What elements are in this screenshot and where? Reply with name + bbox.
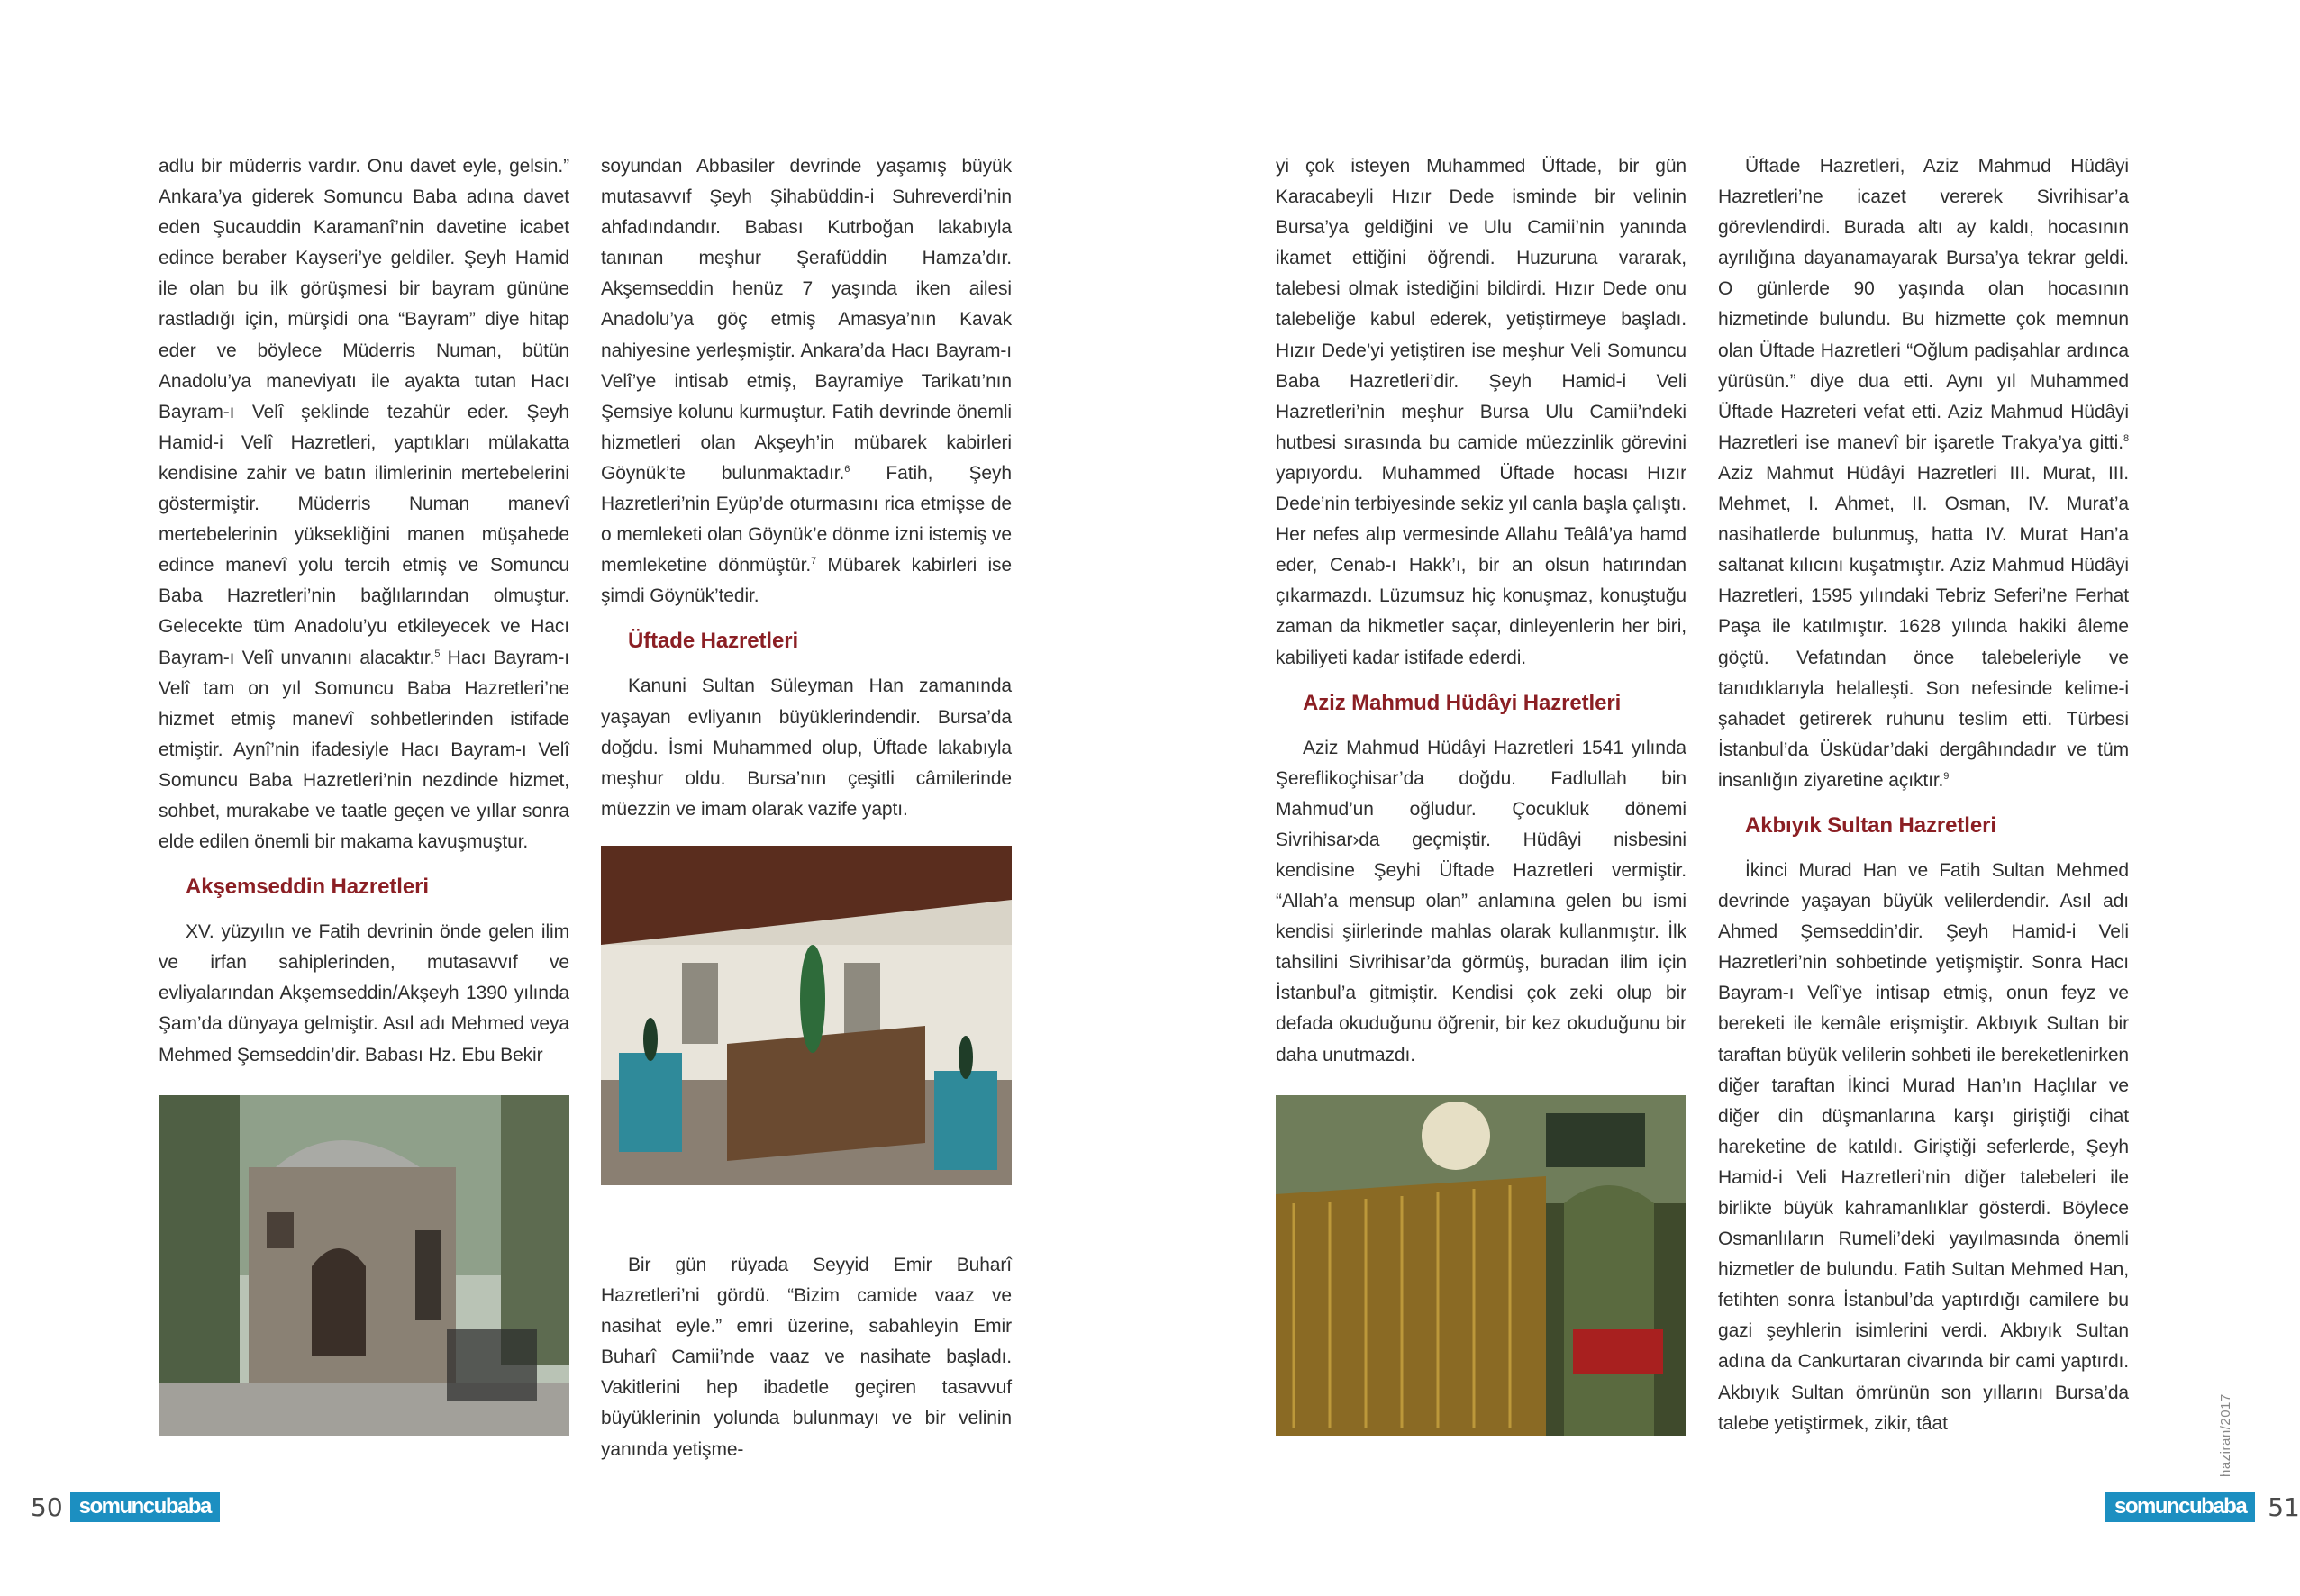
page-number: 51 [2268,1492,2300,1522]
right-column-1 [1276,151,1686,1071]
left-column-2 [601,151,1012,825]
paragraph: İkinci Murad Han ve Fatih Sultan Mehmed devrinde yaşayan büyük velilerdendir. Asıl adı Ahmed Şemseddin’dir. Şeyh Hamid-i Veli Hazretleri’nin sohbetinde yetişmiştir. Sonra Hacı Bayram-ı Velî’ye intisap etmiş, onun feyz ve bereketi ile kemâle erişmiştir. Akbıyık Sultan bir taraftan büyük velilerin sohbeti ile bereketlenirken diğer taraftan İkinci Murad Han’ın Haçlılar ve diğer din düşmanlarına karşı giriştiği cihat hareketine de katıldı. Giriştiği seferlerde, Şeyh Hamid-i Veli Hazretleri’nin diğer talebeleri ile birlikte büyük kahramanlıklar gösterdi. Böylece Osmanlıların Rumeli’deki yayılmasında önemli hizmetler de bulundu. Fatih Sultan Mehmed Han, fetihten sonra İstanbul’da yaptırdığı camilere bu gazi şeyhlerin isimlerini verdi. Akbıyık Sultan adına da Cankurtaran civarında bir cami yaptırdı. Akbıyık Sultan ömrünün son yıllarını Bursa’da talebe yetiştirmek, zikir, tâat [1718,859,2129,1434]
paragraph: soyundan Abbasiler devrinde yaşamış büyük mutasavvıf Şeyh Şihabüddin-i Suhreverdi’nin ahfadındandır. Babası Kutrboğan lakabıyla tanınan meşhur Şerafüddin Hamza’dır. Akşemseddin henüz 7 yaşında iken ailesi Anadolu’ya göç etmiş Amasya’nın Kavak nahiyesine yerleşmiştir. Ankara’da Hacı Bayram-ı Velî’ye intisab etmiş, Bayramiye Tarikatı’nın Şemsiye kolunu kurmuştur. Fatih devrinde önemli hizmetleri olan Akşeyh’in mübarek kabirleri Göynük’te bulunmaktadır.$^6$ Fatih, Şeyh Hazretleri’nin Eyüp’de oturmasını rica etmişse de o memleketi olan Göynük’e dönme izni istemiş ve memleketine dönmüştür.$^7$ Mübarek kabirleri ise şimdi Göynük’tedir. [601,156,1013,607]
paragraph: Bir gün rüyada Seyyid Emir Buharî Hazretleri’ni gördü. “Bizim camide vaaz ve nasihat eyle.” emri üzerine, sabahleyin Emir Buharî Camii’nde vaaz ve nasihate başladı. Vakitlerini hep ibadetle geçiren tasavvuf büyüklerinin yolunda bulunmayı ve bir velinin yanında yetişme- [601,1255,1012,1460]
section-heading-uftade: Üftade Hazretleri [628,629,799,654]
left-column-2-continued [601,1250,1012,1465]
tomb-interior-photo [601,846,1012,1185]
paragraph: Kanuni Sultan Süleyman Han zamanında yaşayan evliyanın büyüklerindendir. Bursa’da doğdu. İsmi Muhammed olup, Üftade lakabıyla meşhur oldu. Bursa’nın çeşitli câmilerinde müezzin ve imam olarak vazife yaptı. [601,676,1012,820]
left-page-footer [31,1492,220,1522]
section-heading-akbiyik: Akbıyık Sultan Hazretleri [1745,812,1996,838]
magazine-logo: somuncubaba [70,1492,220,1522]
section-heading-aksemseddin: Akşemseddin Hazretleri [186,875,429,900]
right-page-footer [2105,1492,2300,1522]
magazine-logo: somuncubaba [2105,1492,2255,1522]
issue-date: haziran/2017 [2218,1393,2233,1477]
paragraph: Aziz Mahmud Hüdâyi Hazretleri 1541 yılında Şereflikoçhisar’da doğdu. Fadlullah bin Mahmud’un oğludur. Çocukluk dönemi Sivrihisar›da geçmiştir. Hüdâyi nisbesini kendisine Şeyhi Üftade Hazretleri vermiştir. “Allah’a mensup olan” anlamına gelen bu ismi kendisi şiirlerinde mahlas olarak kullanmıştır. İlk tahsilini Sivrihisar’da görmüş, buradan ilim için İstanbul’a gitmiştir. Kendisi çok zeki olup bir defada okuduğunu öğrenir, bir kez okuduğunu bir daha unutmazdı. [1276,737,1686,1066]
left-column-1 [159,151,569,1071]
page-number: 50 [31,1492,63,1522]
paragraph: XV. yüzyılın ve Fatih devrinin önde gelen ilim ve irfan sahiplerinden, mutasavvıf ve evliyalarından Akşemseddin/Akşeyh 1390 yılında Şam’da dünyaya gelmiştir. Asıl adı Mehmed veya Mehmed Şemseddin’dir. Babası Hz. Ebu Bekir [159,921,569,1066]
gilded-tomb-photo [1276,1095,1686,1436]
paragraph: Üftade Hazretleri, Aziz Mahmud Hüdâyi Hazretleri’ne icazet vererek Sivrihisar’a görevlendirdi. Burada altı ay kaldı, hocasının ayrılığına dayanamayarak Bursa’ya tekrar geldi. O günlerde 90 yaşında olan hocasının hizmetinde bulundu. Bu hizmette çok memnun olan Üftade Hazretleri “Oğlum padişahlar ardınca yürüsün.” diye dua etti. Aynı yıl Muhammed Üftade Hazreteri vefat etti. Aziz Mahmud Hüdâyi Hazretleri ise manevî bir işaretle Trakya’ya gitti.$^8$ Aziz Mahmut Hüdâyi Hazretleri III. Murat, III. Mehmet, I. Ahmet, II. Osman, IV. Murat’a nasihatlerde bulunmuş, hatta IV. Murat Han’a saltanat kılıcını kuşatmıştır. Aziz Mahmud Hüdâyi Hazretleri, 1595 yılındaki Tebriz Seferi’ne Ferhat Paşa ile katılmıştır. 1628 yılında hakiki âleme göçtü. Vefatından önce talebeleriyle ve tanıdıklarıyla helalleşti. Son nefesinde kelime-i şahadet getirerek ruhunu teslim etti. Türbesi İstanbul’da Üsküdar’daki dergâhındadır ve tüm insanlığın ziyaretine açıktır.$^9$ [1718,156,2129,791]
paragraph: adlu bir müderris vardır. Onu davet eyle, gelsin.” Ankara’ya giderek Somuncu Baba adına davet eden Şucauddin Karamanî’nin davetine icabet edince beraber Kayseri’ye geldiler. Şeyh Hamid ile olan bu ilk görüşmesi bir bayram gününe rastladığı için, mürşidi ona “Bayram” diye hitap eder ve böylece Müderris Numan, bütün Anadolu’ya maneviyatı ile ayakta tutan Hacı Bayram-ı Velî şeklinde tezahür eder. Şeyh Hamid-i Velî Hazretleri, yaptıkları mülakatta kendisine zahir ve batın ilimlerinin mertebelerini göstermiştir. Müderris Numan manevî mertebelerinin yüksekliğini manen müşahede edince manevî yolu tercih etmiş ve Somuncu Baba Hazretleri’nin bağlılarından olmuştur. Gelecekte tüm Anadolu’yu etkileyecek ve Hacı Bayram-ı Velî unvanını alacaktır.$^5$ Hacı Bayram-ı Velî tam on yıl Somuncu Baba Hazretleri’ne hizmet etmiş manevî sohbetlerinden istifade etmiştir. Aynî’nin ifadesiyle Hacı Bayram-ı Velî Somuncu Baba Hazretleri’nin nezdinde hizmet, sohbet, murakabe ve taatle geçen ve yıllar sonra elde edilen önemli bir makama kavuşmuştur. [159,156,569,853]
section-heading-hudayi: Aziz Mahmud Hüdâyi Hazretleri [1303,690,1622,715]
right-column-2 [1718,151,2129,1439]
tomb-building-photo [159,1095,569,1436]
paragraph: yi çok isteyen Muhammed Üftade, bir gün Karacabeyli Hızır Dede isminde bir velinin Bursa’ya geldiğini ve Ulu Camii’nin yanında ikamet ettiğini öğrendi. Huzuruna vararak, talebesi olmak istediğini bildirdi. Hızır Dede onu talebeliğe kabul ederek, yetiştirmeye başladı. Hızır Dede’yi yetiştiren ise meşhur Veli Somuncu Baba Hazretleri’dir. Şeyh Hamid-i Veli Hazretleri’nin meşhur Bursa Ulu Camii’ndeki hutbesi sırasında bu camide müezzinlik görevini yapıyordu. Muhammed Üftade hocası Hızır Dede’nin terbiyesinde sekiz yıl canla başla çalıştı. Her nefes alıp vermesinde Allahu Teâlâ’ya hamd eder, Cenab-ı Hakk’ı, bir an olsun hatırından çıkarmazdı. Lüzumsuz hiç konuşmaz, konuştuğu zaman da hikmetler saçar, dinleyenlerin her biri, kabiliyeti kadar istifade ederdi. [1276,156,1686,668]
